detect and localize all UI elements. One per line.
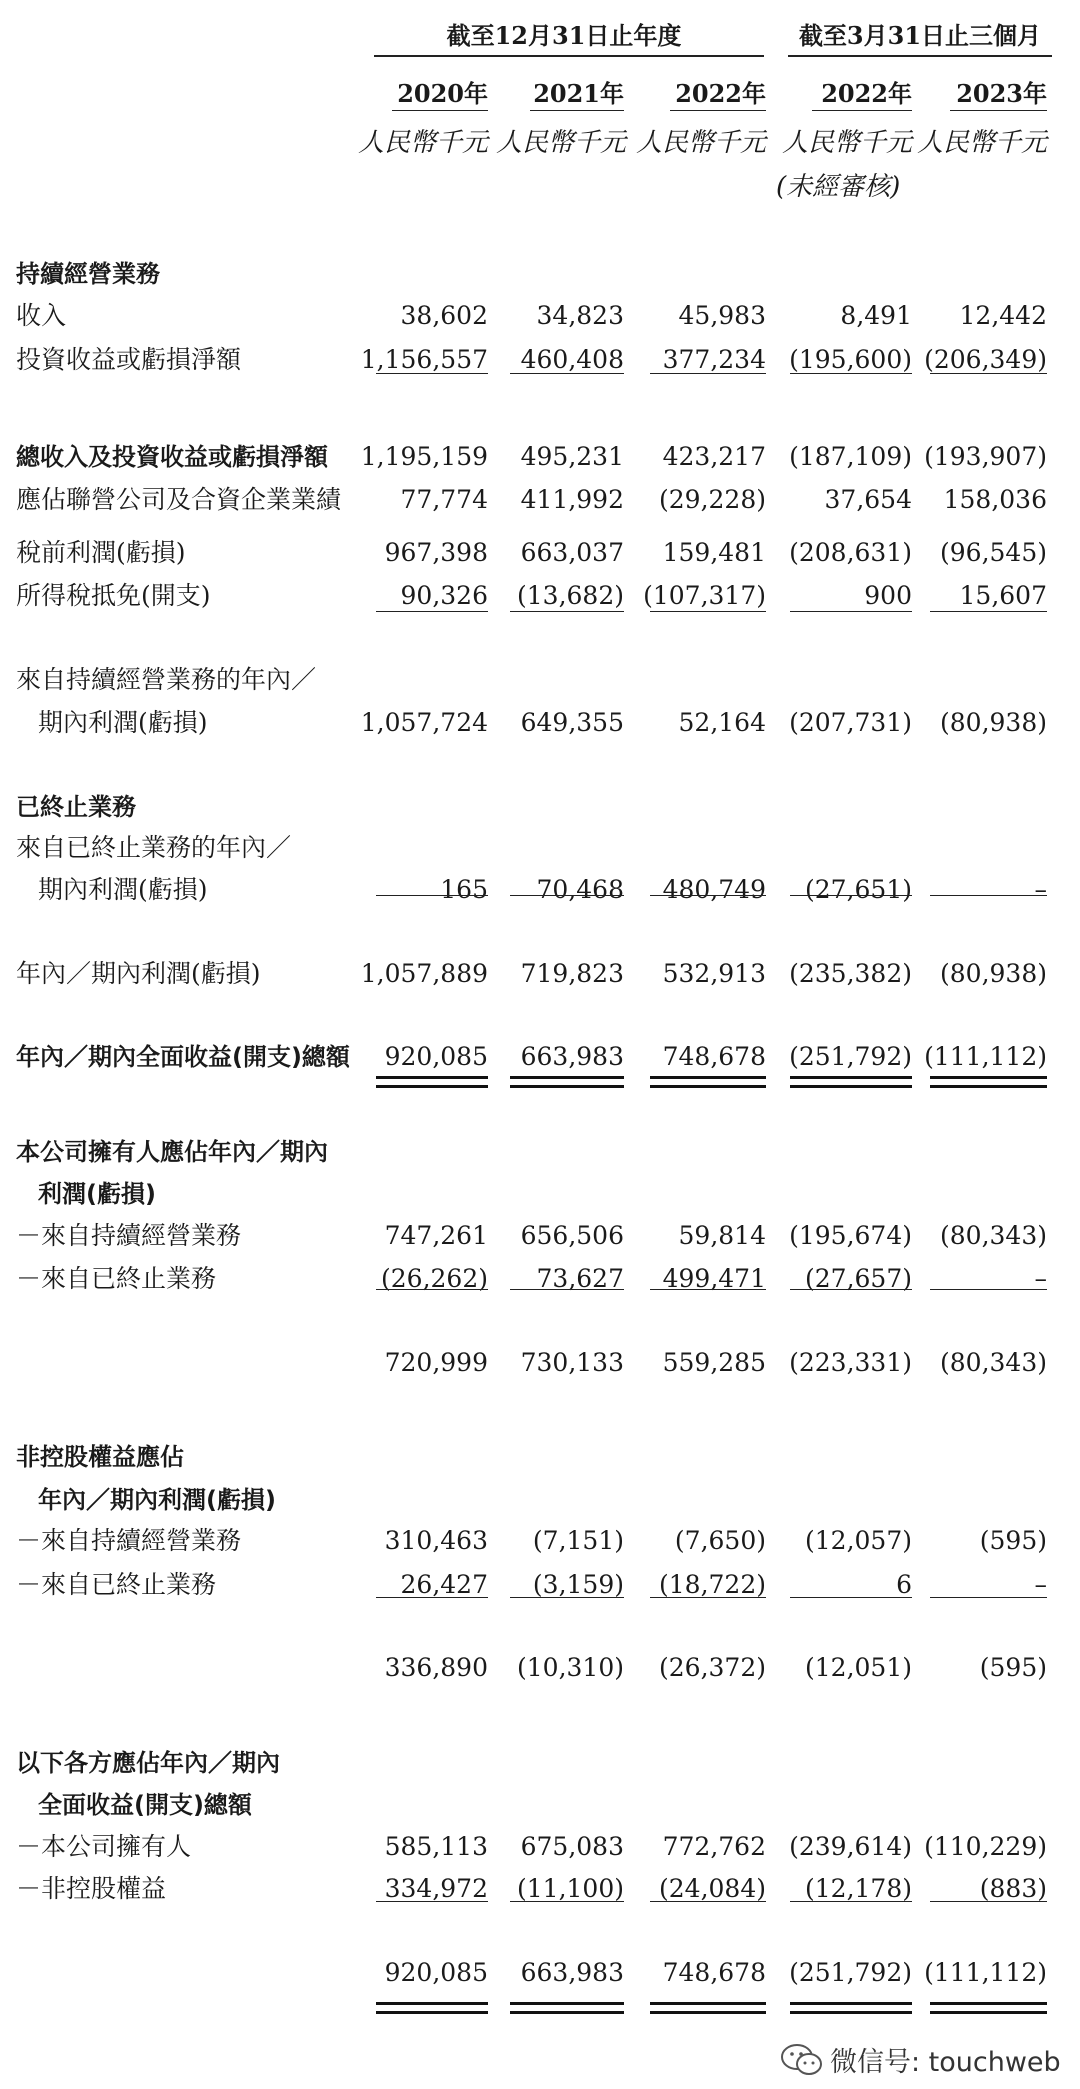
subtotal-rule <box>790 1901 912 1902</box>
table-row <box>0 1521 1080 1561</box>
table-row <box>0 1259 1080 1299</box>
total-double-rule <box>790 2002 912 2014</box>
value-cell: 675,083 <box>520 1832 624 1861</box>
value-cell: 559,285 <box>662 1348 766 1377</box>
row-label: －來自持續經營業務 <box>16 1221 242 1250</box>
row-label: 已終止業務 <box>16 793 136 821</box>
total-double-rule <box>376 1076 488 1088</box>
value-cell: 747,261 <box>384 1221 488 1250</box>
row-label: 收入 <box>16 301 67 330</box>
value-cell: 480,749 <box>662 875 766 904</box>
total-double-rule <box>650 2002 766 2014</box>
table-row <box>0 1827 1080 1867</box>
value-cell: (13,682) <box>517 581 624 610</box>
value-cell: (111,112) <box>924 1042 1047 1071</box>
watermark-text: 微信号: touchweb <box>830 2047 1061 2078</box>
value-cell: (235,382) <box>789 959 912 988</box>
row-label: －來自已終止業務 <box>16 1570 217 1599</box>
value-cell: (27,651) <box>805 875 912 904</box>
wechat-icon <box>780 2043 824 2077</box>
row-label: 來自持續經營業務的年內／ <box>16 665 317 694</box>
table-row <box>0 340 1080 380</box>
value-cell: 15,607 <box>959 581 1047 610</box>
value-cell: 37,654 <box>824 485 912 514</box>
value-cell: 585,113 <box>384 1832 488 1861</box>
subtotal-rule <box>650 1289 766 1290</box>
subtotal-rule <box>510 1289 624 1290</box>
subtotal-rule <box>510 895 624 896</box>
value-cell: (96,545) <box>940 538 1047 567</box>
table-row <box>0 954 1080 994</box>
value-cell: (26,262) <box>381 1264 488 1293</box>
table-row <box>0 1216 1080 1256</box>
value-cell: (195,600) <box>789 345 912 374</box>
subtotal-rule <box>790 1597 912 1598</box>
value-cell: 748,678 <box>662 1958 766 1987</box>
subtotal-rule <box>790 895 912 896</box>
table-row <box>0 480 1080 520</box>
value-cell: (883) <box>979 1874 1047 1903</box>
value-cell: (80,343) <box>940 1221 1047 1250</box>
row-label: 稅前利潤(虧損) <box>16 538 186 567</box>
subtotal-rule <box>376 1901 488 1902</box>
subtotal-rule <box>930 611 1047 612</box>
value-cell: 495,231 <box>520 442 624 471</box>
subtotal-rule <box>650 611 766 612</box>
year-underline <box>530 110 624 111</box>
value-cell: 423,217 <box>662 442 766 471</box>
subtotal-rule <box>376 895 488 896</box>
row-label: 投資收益或虧損淨額 <box>16 345 242 374</box>
value-cell: 159,481 <box>662 538 766 567</box>
row-label: －來自持續經營業務 <box>16 1526 242 1555</box>
table-row <box>0 1743 1080 1783</box>
subtotal-rule <box>510 1597 624 1598</box>
value-cell: (27,657) <box>805 1264 912 1293</box>
group-header-rule <box>374 55 764 57</box>
value-cell: (26,372) <box>659 1653 766 1682</box>
value-cell: 967,398 <box>384 538 488 567</box>
value-cell: 90,326 <box>400 581 488 610</box>
table-row <box>0 787 1080 827</box>
value-cell: 45,983 <box>678 301 766 330</box>
row-label: 利潤(虧損) <box>38 1180 156 1208</box>
currency-unit: 人民幣千元 <box>496 128 627 158</box>
value-cell: (206,349) <box>924 345 1047 374</box>
value-cell: 52,164 <box>678 708 766 737</box>
total-double-rule <box>510 2002 624 2014</box>
subtotal-rule <box>930 1901 1047 1902</box>
value-cell: 38,602 <box>400 301 488 330</box>
subtotal-rule <box>930 373 1047 374</box>
value-cell: 8,491 <box>840 301 912 330</box>
year-header: 2023年 <box>956 79 1047 108</box>
value-cell: (239,614) <box>789 1832 912 1861</box>
subtotal-rule <box>650 895 766 896</box>
subtotal-rule <box>930 895 1047 896</box>
table-row <box>0 660 1080 700</box>
value-cell: 1,156,557 <box>360 345 488 374</box>
value-cell: 73,627 <box>536 1264 624 1293</box>
row-label: －來自已終止業務 <box>16 1264 217 1293</box>
table-row <box>0 1648 1080 1688</box>
subtotal-rule <box>650 1597 766 1598</box>
value-cell: 334,972 <box>384 1874 488 1903</box>
group-header-three-months: 截至3月31日止三個月 <box>798 21 1042 50</box>
subtotal-rule <box>790 373 912 374</box>
group-header-rule <box>788 55 1052 57</box>
value-cell: 748,678 <box>662 1042 766 1071</box>
value-cell: 532,913 <box>662 959 766 988</box>
value-cell: (251,792) <box>789 1958 912 1987</box>
total-double-rule <box>790 1076 912 1088</box>
row-label: －本公司擁有人 <box>16 1832 192 1861</box>
total-double-rule <box>930 1076 1047 1088</box>
value-cell: 1,057,724 <box>360 708 488 737</box>
value-cell: 730,133 <box>520 1348 624 1377</box>
value-cell: 59,814 <box>678 1221 766 1250</box>
value-cell: 34,823 <box>536 301 624 330</box>
value-cell: 158,036 <box>943 485 1047 514</box>
value-cell: (195,674) <box>789 1221 912 1250</box>
value-cell: (80,938) <box>940 708 1047 737</box>
value-cell: 336,890 <box>384 1653 488 1682</box>
value-cell: 1,195,159 <box>360 442 488 471</box>
table-row <box>0 1174 1080 1214</box>
value-cell: 719,823 <box>520 959 624 988</box>
row-label: 持續經營業務 <box>16 260 160 288</box>
total-double-rule <box>650 1076 766 1088</box>
table-row <box>0 533 1080 573</box>
subtotal-rule <box>510 373 624 374</box>
value-cell: (12,051) <box>805 1653 912 1682</box>
year-header: 2022年 <box>675 79 766 108</box>
currency-unit: 人民幣千元 <box>917 128 1048 158</box>
value-cell: 663,983 <box>520 1958 624 1987</box>
value-cell: (7,151) <box>532 1526 624 1555</box>
row-label: 非控股權益應佔 <box>16 1443 184 1471</box>
value-cell: 663,983 <box>520 1042 624 1071</box>
year-underline <box>670 110 766 111</box>
row-label: －非控股權益 <box>16 1874 167 1903</box>
value-cell: (3,159) <box>532 1570 624 1599</box>
subtotal-rule <box>510 611 624 612</box>
value-cell: 6 <box>896 1570 912 1599</box>
value-cell: (110,229) <box>924 1832 1047 1861</box>
table-row <box>0 254 1080 294</box>
subtotal-rule <box>650 1901 766 1902</box>
value-cell: 310,463 <box>384 1526 488 1555</box>
value-cell: (7,650) <box>674 1526 766 1555</box>
table-row <box>0 703 1080 743</box>
row-label: 年內／期內全面收益(開支)總額 <box>16 1043 350 1071</box>
row-label: 本公司擁有人應佔年內／期內 <box>16 1138 328 1166</box>
table-row <box>0 576 1080 616</box>
table-row <box>0 1343 1080 1383</box>
value-cell: (12,057) <box>805 1526 912 1555</box>
value-cell: 720,999 <box>384 1348 488 1377</box>
row-label: 來自已終止業務的年內／ <box>16 833 292 862</box>
subtotal-rule <box>376 1289 488 1290</box>
value-cell: (10,310) <box>517 1653 624 1682</box>
row-label: 期內利潤(虧損) <box>38 708 208 737</box>
subtotal-rule <box>510 1901 624 1902</box>
table-row <box>0 1480 1080 1520</box>
total-double-rule <box>376 2002 488 2014</box>
value-cell: 70,468 <box>536 875 624 904</box>
subtotal-rule <box>930 1289 1047 1290</box>
row-label: 年內／期內利潤(虧損) <box>38 1486 276 1514</box>
row-label: 年內／期內利潤(虧損) <box>16 959 261 988</box>
value-cell: 377,234 <box>662 345 766 374</box>
value-cell: 26,427 <box>400 1570 488 1599</box>
unaudited-note: (未經審核) <box>776 172 901 202</box>
table-row <box>0 1785 1080 1825</box>
value-cell: (223,331) <box>789 1348 912 1377</box>
currency-unit: 人民幣千元 <box>781 128 912 158</box>
row-label: 以下各方應佔年內／期內 <box>16 1749 280 1777</box>
value-cell: (18,722) <box>659 1570 766 1599</box>
group-header-year-ended: 截至12月31日止年度 <box>446 21 682 50</box>
subtotal-rule <box>790 1289 912 1290</box>
year-header: 2020年 <box>397 79 488 108</box>
total-double-rule <box>510 1076 624 1088</box>
value-cell: (111,112) <box>924 1958 1047 1987</box>
value-cell: 77,774 <box>400 485 488 514</box>
table-row <box>0 296 1080 336</box>
value-cell: 772,762 <box>662 1832 766 1861</box>
value-cell: (193,907) <box>924 442 1047 471</box>
table-row <box>0 1953 1080 1993</box>
value-cell: (208,631) <box>789 538 912 567</box>
value-cell: (595) <box>979 1526 1047 1555</box>
row-label: 所得稅抵免(開支) <box>16 581 211 610</box>
value-cell: 460,408 <box>520 345 624 374</box>
year-header: 2021年 <box>533 79 624 108</box>
value-cell: (11,100) <box>517 1874 624 1903</box>
year-underline <box>950 110 1047 111</box>
year-underline <box>812 110 912 111</box>
table-row <box>0 1565 1080 1605</box>
value-cell: 499,471 <box>662 1264 766 1293</box>
value-cell: (80,938) <box>940 959 1047 988</box>
year-underline <box>392 110 488 111</box>
subtotal-rule <box>650 373 766 374</box>
value-cell: (107,317) <box>643 581 766 610</box>
row-label: 總收入及投資收益或虧損淨額 <box>16 443 328 471</box>
table-row <box>0 1037 1080 1077</box>
watermark <box>780 2040 1061 2079</box>
value-cell: – <box>1034 875 1047 904</box>
value-cell: 1,057,889 <box>360 959 488 988</box>
value-cell: (12,178) <box>805 1874 912 1903</box>
table-row <box>0 870 1080 910</box>
subtotal-rule <box>376 1597 488 1598</box>
value-cell: 649,355 <box>520 708 624 737</box>
row-label: 應佔聯營公司及合資企業業績 <box>16 485 342 514</box>
value-cell: (207,731) <box>789 708 912 737</box>
value-cell: (595) <box>979 1653 1047 1682</box>
value-cell: 411,992 <box>520 485 624 514</box>
table-row <box>0 1869 1080 1909</box>
subtotal-rule <box>376 611 488 612</box>
table-row <box>0 828 1080 868</box>
value-cell: (80,343) <box>940 1348 1047 1377</box>
currency-unit: 人民幣千元 <box>358 128 489 158</box>
total-double-rule <box>930 2002 1047 2014</box>
table-row <box>0 1132 1080 1172</box>
value-cell: (29,228) <box>659 485 766 514</box>
table-row <box>0 437 1080 477</box>
table-row <box>0 1437 1080 1477</box>
value-cell: 900 <box>864 581 912 610</box>
value-cell: (24,084) <box>659 1874 766 1903</box>
value-cell: 663,037 <box>520 538 624 567</box>
value-cell: 656,506 <box>520 1221 624 1250</box>
value-cell: 165 <box>440 875 488 904</box>
subtotal-rule <box>376 373 488 374</box>
value-cell: 12,442 <box>959 301 1047 330</box>
value-cell: 920,085 <box>384 1958 488 1987</box>
value-cell: – <box>1034 1570 1047 1599</box>
value-cell: – <box>1034 1264 1047 1293</box>
value-cell: (251,792) <box>789 1042 912 1071</box>
value-cell: 920,085 <box>384 1042 488 1071</box>
year-header: 2022年 <box>821 79 912 108</box>
subtotal-rule <box>790 611 912 612</box>
row-label: 期內利潤(虧損) <box>38 875 208 904</box>
subtotal-rule <box>930 1597 1047 1598</box>
currency-unit: 人民幣千元 <box>636 128 767 158</box>
row-label: 全面收益(開支)總額 <box>38 1791 252 1819</box>
value-cell: (187,109) <box>789 442 912 471</box>
